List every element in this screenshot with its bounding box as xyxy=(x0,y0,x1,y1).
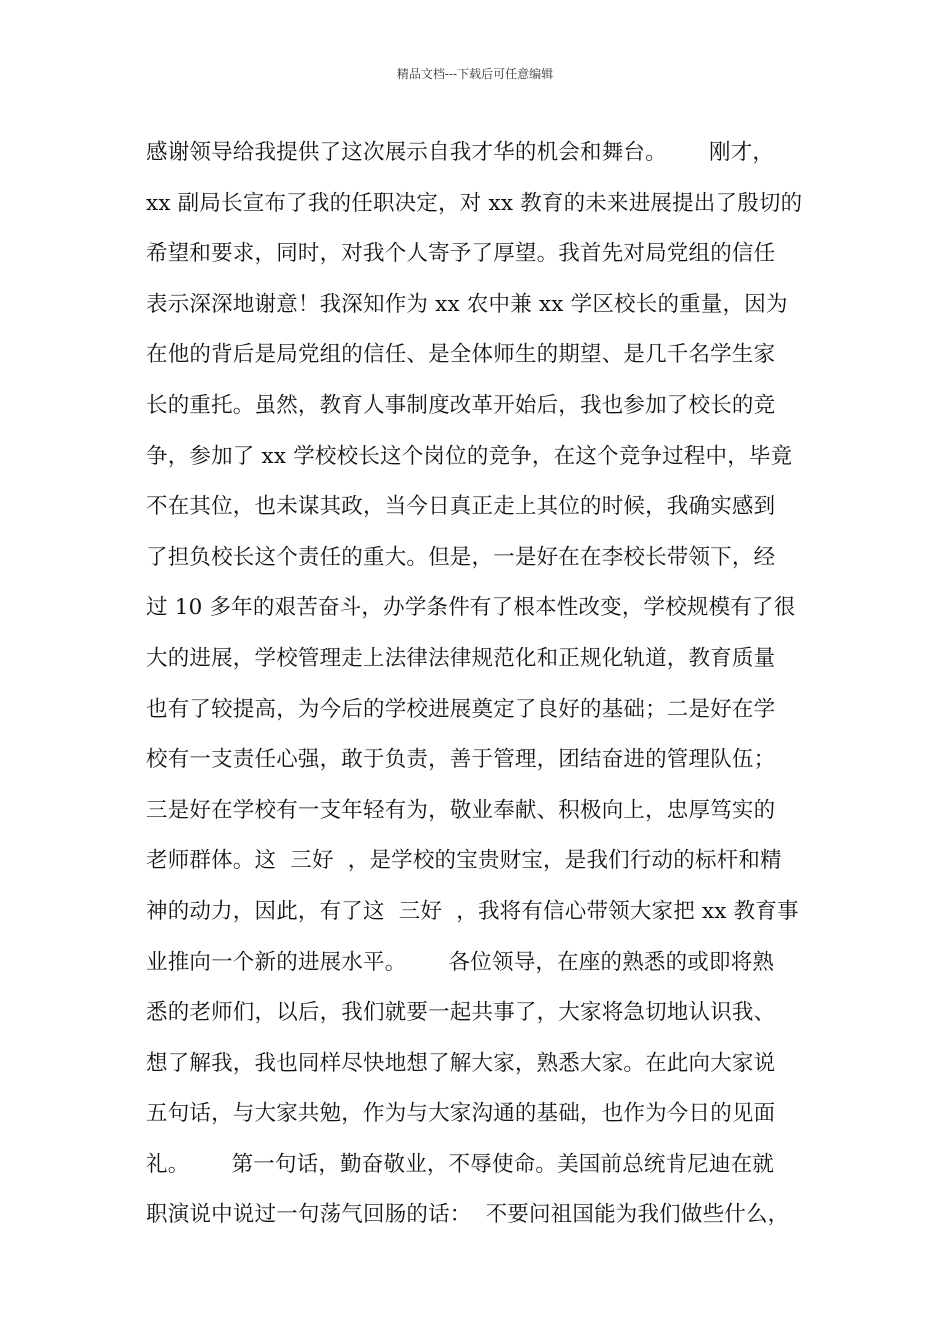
document-body xyxy=(146,128,826,1241)
body-line: 希望和要求，同时，对我个人寄予了厚望。我首先对局党组的信任 xyxy=(146,241,776,267)
body-line: 校有一支责任心强，敢于负责，善于管理，团结奋进的管理队伍； xyxy=(146,747,776,773)
body-line: 老师群体。这 三好 ，是学校的宝贵财宝，是我们行动的标杆和精 xyxy=(146,848,782,874)
body-line: 长的重托。虽然，教育人事制度改革开始后，我也参加了校长的竞 xyxy=(146,392,776,418)
body-line: 过 10 多年的艰苦奋斗，办学条件有了根本性改变，学校规模有了很 xyxy=(146,595,796,621)
body-line: 了担负校长这个责任的重大。但是，一是好在在李校长带领下，经 xyxy=(146,544,776,570)
body-line: 三是好在学校有一支年轻有为，敬业奉献、积极向上，忠厚笃实的 xyxy=(146,797,776,823)
body-line: 表示深深地谢意！我深知作为 xx 农中兼 xx 学区校长的重量，因为 xyxy=(146,291,788,317)
body-line: 职演说中说过一句荡气回肠的话： 不要问祖国能为我们做些什么， xyxy=(146,1202,790,1228)
body-line: xx 副局长宣布了我的任职决定，对 xx 教育的未来进展提出了殷切的 xyxy=(146,190,803,216)
body-line: 悉的老师们，以后，我们就要一起共事了，大家将急切地认识我、 xyxy=(146,1000,776,1026)
body-line: 争，参加了 xx 学校校长这个岗位的竞争，在这个竞争过程中，毕竟 xyxy=(146,443,793,469)
body-line: 感谢领导给我提供了这次展示自我才华的机会和舞台。 刚才， xyxy=(146,140,775,165)
body-line: 礼。 第一句话，勤奋敬业，不辱使命。美国前总统肯尼迪在就 xyxy=(146,1151,775,1177)
body-line: 大的进展，学校管理走上法律法律规范化和正规化轨道，教育质量 xyxy=(146,645,776,671)
body-line: 业推向一个新的进展水平。 各位领导，在座的熟悉的或即将熟 xyxy=(146,949,775,975)
body-line: 在他的背后是局党组的信任、是全体师生的期望、是几千名学生家 xyxy=(146,342,776,368)
body-line: 五句话，与大家共勉，作为与大家沟通的基础，也作为今日的见面 xyxy=(146,1101,776,1127)
body-line: 神的动力，因此，有了这 三好 ，我将有信心带领大家把 xx 教育事 xyxy=(146,898,799,924)
body-line: 不在其位，也未谋其政，当今日真正走上其位的时候，我确实感到 xyxy=(146,494,776,520)
page-header: 精品文档---下载后可任意编辑 xyxy=(396,67,554,81)
body-line: 想了解我，我也同样尽快地想了解大家，熟悉大家。在此向大家说 xyxy=(146,1050,776,1076)
body-line: 也有了较提高，为今后的学校进展奠定了良好的基础；二是好在学 xyxy=(146,696,776,722)
